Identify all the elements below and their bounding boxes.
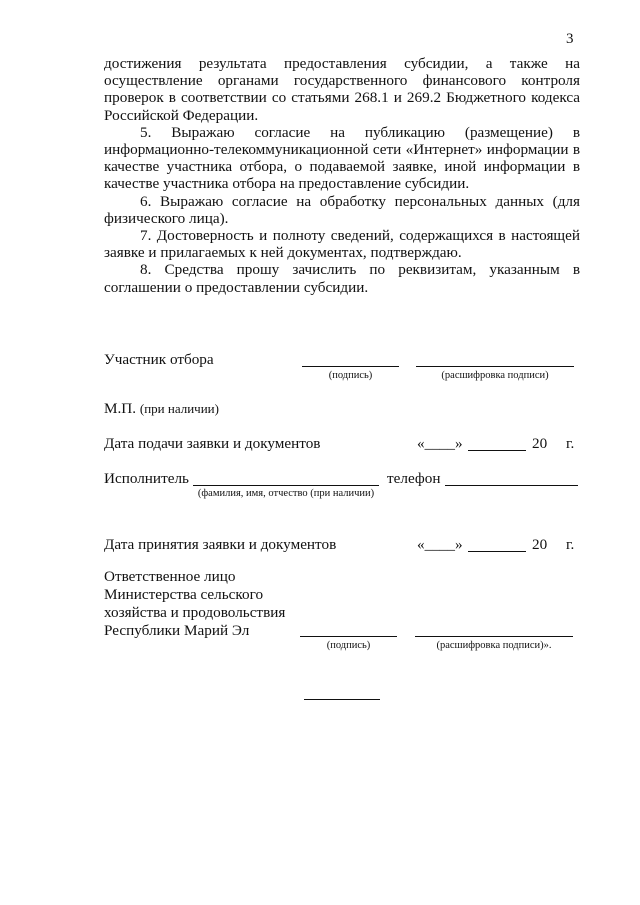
seal-row — [104, 400, 219, 418]
executor-caption: (фамилия, имя, отчество (при наличии) — [197, 488, 375, 499]
paragraph-continuation: достижения результата предоставления субсидии, а также на осуществление органами государственного финансового контроля проверок в соответствии со статьями 268.1 и 269.2 Бюджетного кодекса Российской Федерации. — [104, 55, 580, 124]
acceptance-year-prefix: 20 — [532, 536, 548, 553]
quote-open: « — [417, 536, 425, 553]
submission-year-prefix: 20 — [532, 435, 548, 452]
responsible-line-2: Министерства сельского — [104, 586, 264, 603]
phone-line[interactable] — [445, 485, 578, 486]
paragraph-5: 5. Выражаю согласие на публикацию (размещение) в информационно-телекоммуникационной сети «Интернет» информации в качестве участника отбора, о подаваемой заявке, иной информации в качестве участника отбора на предоставление субсидии. — [104, 123, 580, 193]
seal-note: (при наличии) — [139, 401, 219, 416]
page-number: 3 — [566, 31, 574, 47]
quote-open: « — [417, 435, 425, 452]
body-text — [104, 55, 580, 296]
responsible-signature-line[interactable] — [300, 636, 397, 637]
acceptance-month-line[interactable] — [468, 551, 526, 552]
day-blank: ____ — [424, 536, 455, 553]
paragraph-8: 8. Средства прошу зачислить по реквизитам, указанным в соглашении о предоставлении субсидии. — [104, 261, 580, 296]
responsible-line-4: Республики Марий Эл — [104, 622, 250, 639]
seal-label: М.П. — [104, 400, 137, 417]
responsible-line-3: хозяйства и продовольствия — [104, 604, 286, 621]
executor-label: Исполнитель — [104, 470, 189, 487]
responsible-decoding-caption: (расшифровка подписи)». — [436, 640, 552, 651]
acceptance-year-suffix: г. — [566, 536, 575, 553]
participant-label: Участник отбора — [104, 351, 214, 368]
participant-decoding-line[interactable] — [416, 366, 574, 367]
submission-month-line[interactable] — [468, 450, 526, 451]
participant-signature-caption: (подпись) — [328, 370, 373, 381]
quote-close: » — [454, 536, 463, 553]
paragraph-6: 6. Выражаю согласие на обработку персональных данных (для физического лица). — [104, 192, 580, 227]
responsible-signature-caption: (подпись) — [326, 640, 371, 651]
quote-close: » — [454, 435, 463, 452]
acceptance-date-label: Дата принятия заявки и документов — [104, 536, 337, 553]
submission-day-field[interactable] — [417, 435, 463, 453]
responsible-decoding-line[interactable] — [415, 636, 573, 637]
acceptance-day-field[interactable] — [417, 536, 463, 554]
participant-decoding-caption: (расшифровка подписи) — [441, 370, 549, 381]
submission-date-label: Дата подачи заявки и документов — [104, 435, 321, 452]
participant-signature-line[interactable] — [302, 366, 399, 367]
day-blank: ____ — [424, 435, 455, 452]
closing-divider — [304, 699, 380, 700]
responsible-line-1: Ответственное лицо — [104, 568, 236, 585]
phone-label: телефон — [387, 470, 441, 487]
paragraph-7: 7. Достоверность и полноту сведений, содержащихся в настоящей заявке и прилагаемых к ней документах, подтверждаю. — [104, 227, 580, 262]
submission-year-suffix: г. — [566, 435, 575, 452]
executor-name-line[interactable] — [193, 485, 379, 486]
